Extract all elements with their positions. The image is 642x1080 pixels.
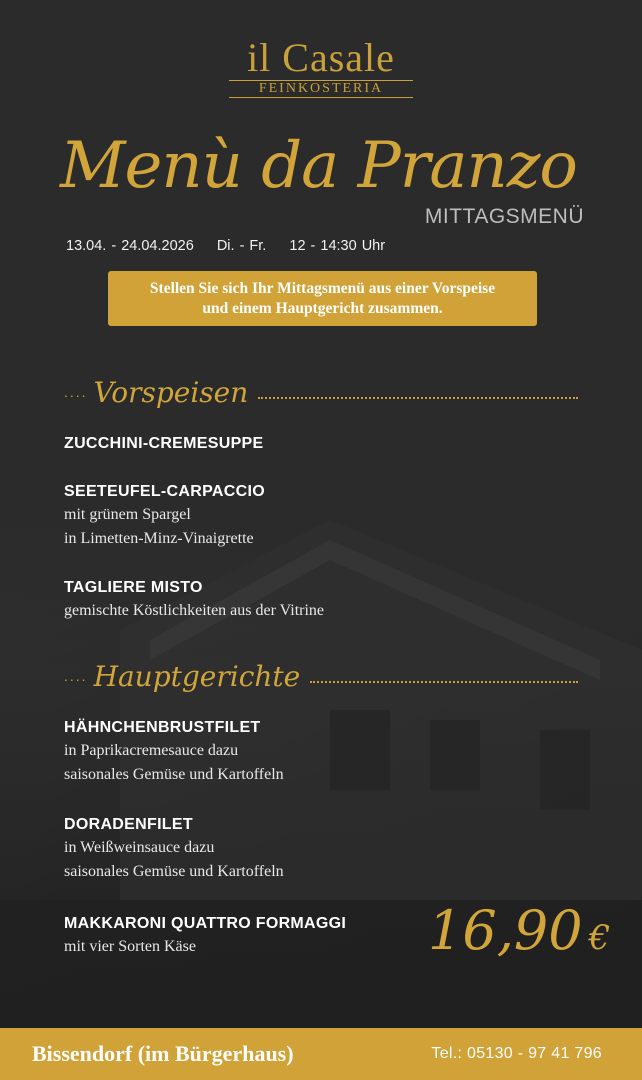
menu-item-desc: in Weißweinsauce dazu: [64, 839, 215, 856]
menu-item-name: MAKKARONI QUATTRO FORMAGGI: [64, 915, 347, 932]
section-title-mains: [64, 656, 578, 696]
menu-item: [64, 814, 544, 884]
logo: [0, 35, 642, 98]
logo-name: il Casale: [247, 35, 395, 80]
menu-item: [64, 433, 544, 455]
section-label-starters: Vorspeisen: [93, 375, 249, 409]
menu-item-desc: saisonales Gemüse und Kartoffeln: [64, 766, 284, 783]
logo-subtitle: FEINKOSTERIA: [229, 80, 413, 98]
price-amount: 16,90: [428, 899, 583, 962]
menu-item-name: ZUCCHINI-CREMESUPPE: [64, 435, 264, 452]
menu-item: [64, 481, 544, 551]
footer-bar: [0, 1028, 642, 1080]
dots-left: ....: [64, 668, 88, 684]
menu-item: [64, 717, 544, 787]
schedule-days: Di. - Fr.: [216, 238, 267, 254]
section-title-starters: [64, 372, 578, 412]
dots-left: ....: [64, 384, 88, 400]
price-currency: €: [588, 918, 611, 958]
menu-item-desc: mit vier Sorten Käse: [64, 938, 196, 955]
menu-item-desc: in Paprikacremesauce dazu: [64, 742, 239, 759]
footer-phone: Tel.: 05130 - 97 41 796: [431, 1045, 602, 1062]
menu-item-name: HÄHNCHENBRUSTFILET: [64, 719, 261, 736]
menu-item-name: SEETEUFEL-CARPACCIO: [64, 483, 265, 500]
banner-line-1: Stellen Sie sich Ihr Mittagsmenü aus einer Vorspeise: [149, 279, 496, 297]
price: [428, 896, 610, 973]
menu-item-desc: in Limetten-Minz-Vinaigrette: [64, 530, 254, 547]
menu-item-desc: gemischte Köstlichkeiten aus der Vitrine: [64, 602, 325, 619]
menu-item-name: TAGLIERE MISTO: [64, 579, 203, 596]
banner-line-2: und einem Hauptgericht zusammen.: [202, 299, 443, 317]
section-label-mains: Hauptgerichte: [93, 659, 301, 693]
dots-right: [258, 397, 578, 399]
schedule: [66, 238, 403, 254]
info-banner: [108, 271, 537, 326]
menu-item: [64, 577, 544, 623]
menu-item-desc: mit grünem Spargel: [64, 506, 191, 523]
menu-item-desc: saisonales Gemüse und Kartoffeln: [64, 863, 284, 880]
footer-location: Bissendorf (im Bürgerhaus): [32, 1041, 294, 1066]
menu-item-name: DORADENFILET: [64, 816, 193, 833]
dots-right: [310, 681, 578, 683]
menu-subheadline: MITTAGSMENÜ: [424, 205, 584, 228]
schedule-time: 12 - 14:30 Uhr: [289, 238, 386, 254]
schedule-dates: 13.04. - 24.04.2026: [66, 238, 194, 254]
menu-headline: Menù da Pranzo: [60, 129, 577, 203]
